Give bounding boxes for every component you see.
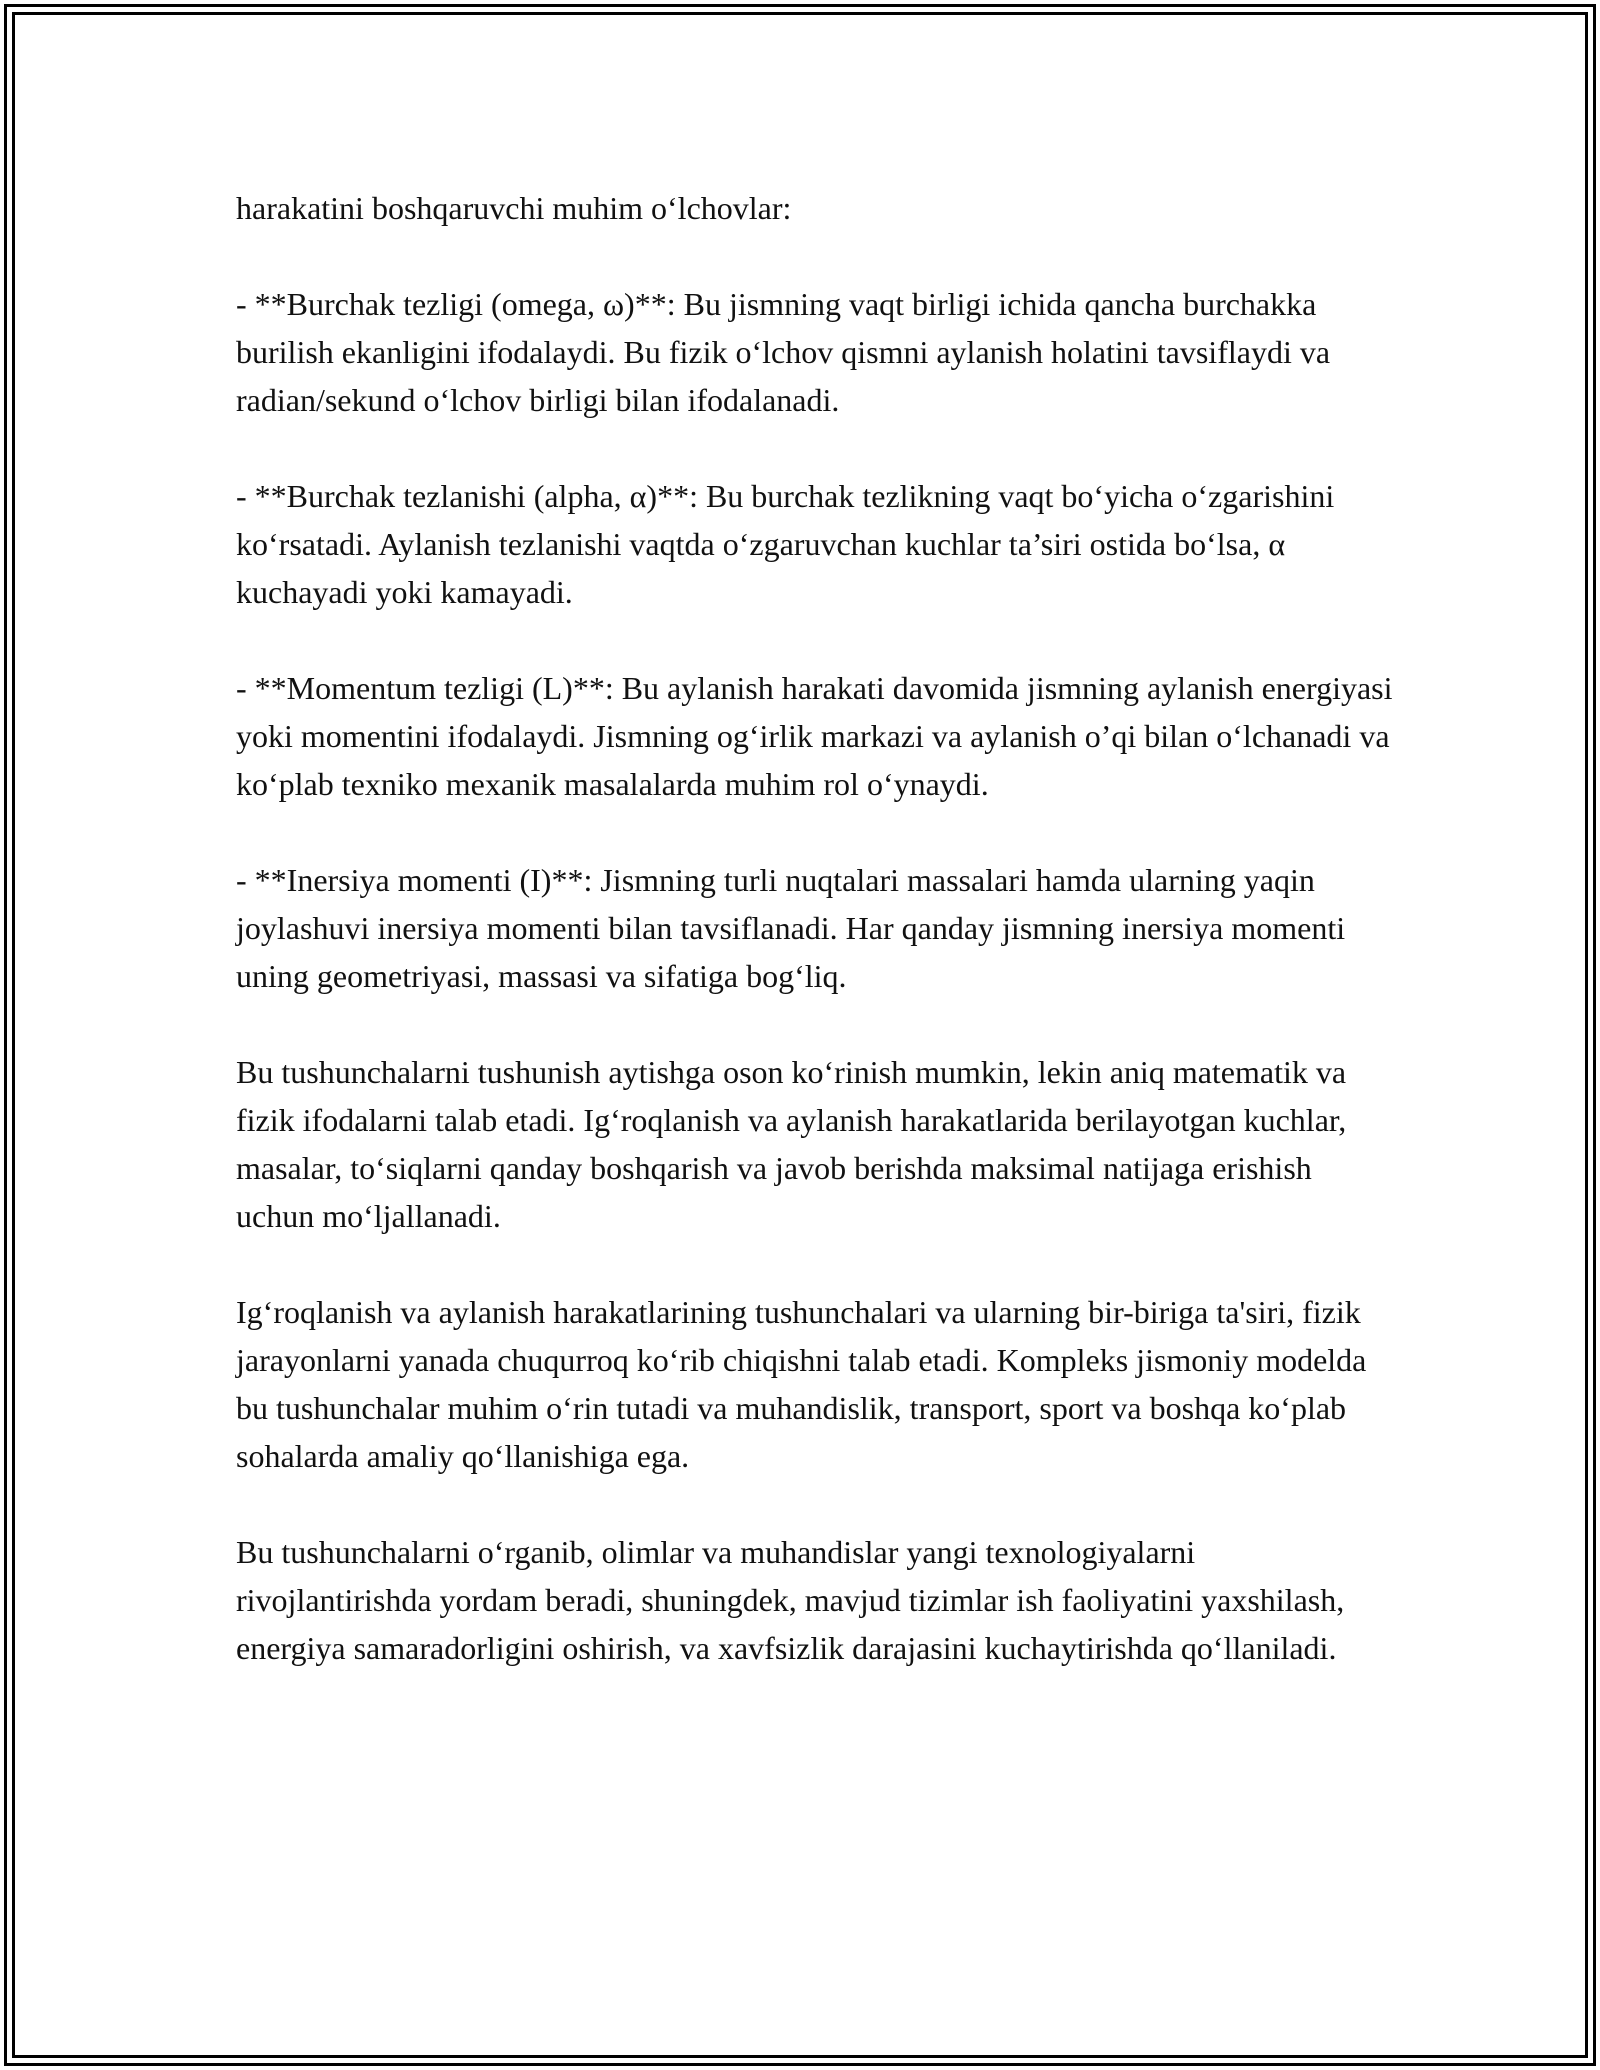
paragraph-intro: harakatini boshqaruvchi muhim o‘lchovlar:	[236, 190, 792, 226]
paragraph-inertia: - **Inersiya momenti (I)**: Jismning turli nuqtalari massalari hamda ularning yaqin joylashuvi inersiya momenti bilan tavsiflanadi. Har qanday jismning inersiya momenti uning geometriyasi, massasi va sifatiga bog‘liq.	[236, 862, 1346, 994]
paragraph-interaction: Ig‘roqlanish va aylanish harakatlarining tushunchalari va ularning bir-biriga ta'siri, fizik jarayonlarni yanada chuqurroq ko‘rib chiqishni talab etadi. Kompleks jismoniy modelda bu tushunchalar muhim o‘rin tutadi va muhandislik, transport, sport va boshqa ko‘plab sohalarda amaliy qo‘llanishiga ega.	[236, 1294, 1367, 1474]
paragraph-angular-velocity: - **Burchak tezligi (omega, ω)**: Bu jismning vaqt birligi ichida qancha burchakka burilish ekanligini ifodalaydi. Bu fizik o‘lchov qismni aylanish holatini tavsiflaydi va radian/sekund o‘lchov birligi bilan ifodalanadi.	[236, 286, 1331, 418]
paragraph-momentum: - **Momentum tezligi (L)**: Bu aylanish harakati davomida jismning aylanish energiyasi yoki momentini ifodalaydi. Jismning og‘irlik markazi va aylanish o’qi bilan o‘lchanadi va ko‘plab texniko mexanik masalalarda muhim rol o‘ynaydi.	[236, 670, 1393, 802]
paragraph-concepts: Bu tushunchalarni tushunish aytishga oson ko‘rinish mumkin, lekin aniq matematik va fizik ifodalarni talab etadi. Ig‘roqlanish va aylanish harakatlarida berilayotgan kuchlar, masalar, to‘siqlarni qanday boshqarish va javob berishda maksimal natijaga erishish uchun mo‘ljallanadi.	[236, 1054, 1347, 1234]
document-body	[236, 184, 1396, 1672]
paragraph-conclusion: Bu tushunchalarni o‘rganib, olimlar va muhandislar yangi texnologiyalarni rivojlantirishda yordam beradi, shuningdek, mavjud tizimlar ish faoliyatini yaxshilash, energiya samaradorligini oshirish, va xavfsizlik darajasini kuchaytirishda qo‘llaniladi.	[236, 1534, 1345, 1666]
paragraph-angular-acceleration: - **Burchak tezlanishi (alpha, α)**: Bu burchak tezlikning vaqt bo‘yicha o‘zgarishini ko‘rsatadi. Aylanish tezlanishi vaqtda o‘zgaruvchan kuchlar ta’siri ostida bo‘lsa, α kuchayadi yoki kamayadi.	[236, 478, 1335, 610]
